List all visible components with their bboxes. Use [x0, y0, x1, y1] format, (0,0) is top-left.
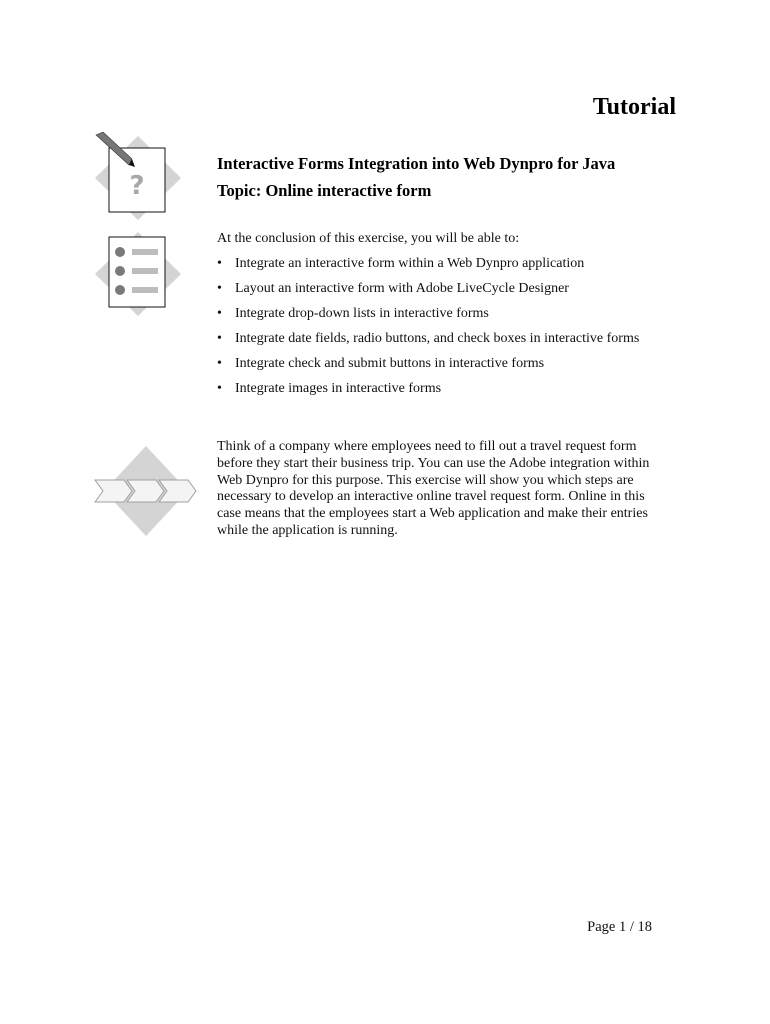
topic-heading: Topic: Online interactive form	[217, 181, 432, 200]
objectives-list-icon	[92, 228, 184, 320]
objective-item: • Integrate drop-down lists in interactive forms	[217, 305, 662, 322]
question-mark: ?	[129, 171, 145, 201]
objective-item: • Integrate an interactive form within a Web Dynpro application	[217, 255, 662, 272]
objective-item: • Layout an interactive form with Adobe LiveCycle Designer	[217, 280, 662, 297]
page-number: Page 1 / 18	[587, 919, 652, 935]
question-diamond-icon	[92, 132, 184, 224]
document-title: Interactive Forms Integration into Web Dynpro for Java	[217, 154, 616, 173]
objective-item: • Integrate images in interactive forms	[217, 380, 662, 397]
objective-item: • Integrate check and submit buttons in interactive forms	[217, 355, 662, 372]
objective-item: • Integrate date fields, radio buttons, and check boxes in interactive forms	[217, 330, 662, 347]
business-scenario-icon	[94, 444, 204, 538]
objectives-list	[217, 255, 662, 405]
business-scenario-text: Think of a company where employees need to fill out a travel request form before they start their business trip. You can use the Adobe integration within Web Dynpro for this purpose. This exercise will show you which steps are necessary to develop an interactive online travel request form. Online in this case means that the employees start a Web application and make their entries while the application is running.	[217, 439, 650, 538]
objectives-intro: At the conclusion of this exercise, you will be able to:	[217, 231, 520, 246]
page-header-title: Tutorial	[592, 94, 676, 120]
